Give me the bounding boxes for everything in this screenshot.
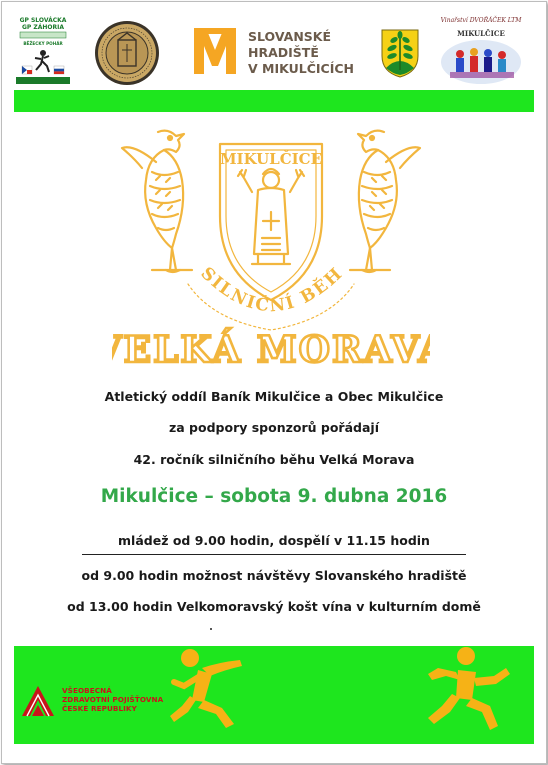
vzp-line2: ZDRAVOTNÍ POJIŠŤOVNA <box>62 695 164 704</box>
gp-line3: BĚŽECKÝ POHÁR <box>23 41 63 46</box>
slovanske-line1: SLOVANSKÉ <box>248 29 332 44</box>
vzp-logo-icon <box>20 684 56 718</box>
gp-line2: GP ZÁHORIA <box>21 24 65 31</box>
mikulcice-coat-of-arms <box>380 28 420 78</box>
slovanske-hradiste-logo <box>192 24 362 78</box>
vinarstvi-dvoracek-logo <box>438 14 524 88</box>
runner-left-icon <box>162 642 252 734</box>
emblem-arc-text: SILNIČNÍ BĚH <box>196 263 348 317</box>
stray-dot <box>210 628 212 630</box>
vinarstvi-line1: Vinařství DVOŘÁČEK LTM <box>440 17 522 24</box>
poster-page <box>1 1 547 764</box>
green-bar-top <box>14 90 534 112</box>
race-emblem <box>112 124 430 370</box>
edition-text: 42. ročník silničního běhu Velká Morava <box>133 452 415 467</box>
vzp-line1: VŠEOBECNÁ <box>62 686 112 695</box>
sponsors-text: za podpory sponzorů pořádají <box>169 420 379 435</box>
times-text: mládež od 9.00 hodin, dospělí v 11.15 hodin <box>118 533 430 548</box>
runner-right-icon <box>416 642 526 742</box>
vinarstvi-line2: MIKULČICE <box>457 29 505 38</box>
organizers-text: Atletický oddíl Baník Mikulčice a Obec Mikulčice <box>104 389 444 404</box>
separator-line <box>82 554 466 555</box>
slovanske-line3: V MIKULČICÍCH <box>248 61 354 76</box>
right-bird-ornament <box>350 131 420 272</box>
round-seal-logo <box>94 20 160 86</box>
wine-text: od 13.00 hodin Velkomoravský košt vína v kulturním domě <box>67 599 481 614</box>
emblem-race-name: ELKÁ MORAVA <box>123 329 430 370</box>
vzp-line3: ČESKÉ REPUBLIKY <box>62 704 137 713</box>
date-heading: Mikulčice – sobota 9. dubna 2016 <box>100 486 448 507</box>
vzp-text <box>62 686 163 713</box>
logo-row <box>2 10 546 90</box>
gp-line1: GP SLOVÁCKA <box>19 17 67 24</box>
slovanske-line2: HRADIŠTĚ <box>248 45 319 60</box>
saint-figure <box>238 169 304 264</box>
emblem-top-text: MIKULČICE <box>219 150 323 168</box>
visit-text: od 9.00 hodin možnost návštěvy Slovanského hradiště <box>81 568 467 583</box>
left-bird-ornament <box>122 131 192 272</box>
gp-slovacka-logo <box>16 14 70 84</box>
